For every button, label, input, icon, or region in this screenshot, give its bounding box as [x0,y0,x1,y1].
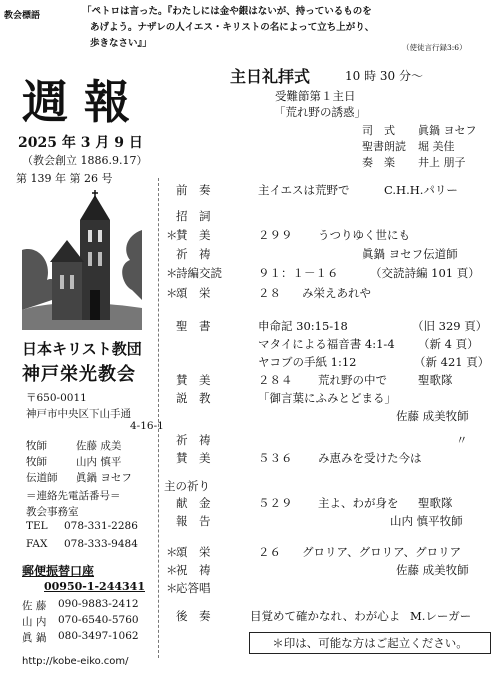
phone-name-1: 佐 藤 [22,600,47,612]
offering-performer: 聖歌隊 [418,496,453,510]
postlude-piece: 目覚めて確かなれ、わが心よ [250,609,401,623]
church-name: 神戸栄光教会 [22,364,136,385]
fax-label: FAX [26,538,48,550]
phone-number-2: 070-6540-5760 [58,614,139,626]
postlude-label: 後 奏 [176,609,211,623]
hymn-1-label: 賛 美 [176,228,211,242]
hymn-2-number: ２８４ [258,373,293,387]
postal-transfer-title: 郵便振替口座 [22,564,95,578]
hymn-2-title: 荒れ野の中で [318,373,387,387]
hymn-2-label: 賛 美 [176,373,211,387]
scripture-page-3: （新 421 頁） [414,355,490,369]
staff-role-1: 司 式 [362,124,395,137]
staff-role-3: 奏 楽 [362,156,395,169]
tel-number: 078-331-2286 [64,520,138,532]
prayer-1-name: 眞鍋 ヨセフ伝道師 [362,247,458,261]
service-title: 主日礼拝式 [230,67,311,86]
standing-note-box [249,632,491,654]
minister-role-1: 牧師 [26,440,47,452]
postlude-composer: M.レーガー [410,609,472,623]
scripture-page-2: （新 4 頁） [418,337,479,351]
standing-note: ＊印は、可能な方はご起立ください。 [272,636,468,650]
call-to-worship-label: 招 詞 [176,209,211,223]
prelude-piece: 主イエスは荒野で [258,183,350,197]
sermon-label: 説 教 [176,391,211,405]
motto-reference: （使徒言行録3:6） [402,43,467,52]
staff-name-1: 眞鍋 ヨセフ [418,124,477,137]
prayer-2-ditto: 〃 [456,433,468,447]
offering-number: ５２９ [258,496,293,510]
liturgical-week: 受難節第１主日 [275,89,356,103]
doxology-1-mark: ＊ [166,286,178,300]
denomination-name: 日本キリスト教団 [22,340,142,358]
psalm-reference: ９１：１－１６ [258,266,339,280]
office-label: 教会事務室 [26,506,79,518]
staff-role-2: 聖書朗読 [362,140,406,153]
doxology-1-number: ２８ [258,286,281,300]
hymn-3-label: 賛 美 [176,451,211,465]
doxology-2-mark: ＊ [166,545,178,559]
prayer-2-label: 祈 祷 [176,433,211,447]
fax-number: 078-333-9484 [64,538,138,550]
contact-heading: ＝連絡先電話番号＝ [26,490,121,502]
hymn-3-title: み恵みを受けた今は [318,451,422,465]
postal-transfer-number: 00950-1-244341 [44,580,145,593]
scripture-page-1: （旧 329 頁） [412,319,488,333]
church-building-illustration [22,190,142,334]
doxology-1-label: 頌 栄 [176,286,211,300]
doxology-1-title: み栄えあれや [302,286,371,300]
staff-name-2: 堀 美佳 [418,140,455,153]
lords-prayer-label: 主の祈り [164,479,210,493]
announcements-label: 報 告 [176,514,211,528]
hymn-2-performer: 聖歌隊 [418,373,453,387]
motto-line-1: 「ペトロは言った。『わたしには金や銀はないが、持っているものを [82,6,372,17]
offering-title: 主よ、わが身を [318,496,399,510]
phone-name-3: 眞 鍋 [22,632,47,644]
phone-number-1: 090-9883-2412 [58,598,139,610]
minister-role-2: 牧師 [26,456,47,468]
hymn-1-number: ２９９ [258,228,293,242]
service-time: 10 時 30 分～ [345,69,423,83]
motto-label: 教会標語 [4,11,41,21]
announcements-name: 山内 慎平牧師 [390,514,463,528]
motto-box [82,4,492,62]
benediction-name: 佐藤 成美牧師 [396,563,469,577]
sermon-title: 「御言葉にふみとどまる」 [258,391,396,405]
minister-name-1: 佐藤 成美 [76,440,122,452]
phone-number-3: 080-3497-1062 [58,630,139,642]
page-title: 週報 [22,75,146,129]
hymn-1-mark: ＊ [166,228,178,242]
response-mark: ＊ [166,581,178,595]
benediction-mark: ＊ [166,563,178,577]
phone-name-2: 山 内 [22,616,47,628]
hymn-1-title: うつりゆく世にも [318,228,410,242]
column-divider [158,178,159,658]
prelude-composer: C.H.H.パリー [384,183,458,197]
issue-number: 第 139 年 第 26 号 [16,172,113,185]
minister-name-2: 山内 慎平 [76,456,122,468]
prelude-label: 前 奏 [176,183,211,197]
founded-date: （教会創立 1886.9.17） [22,154,148,167]
hymn-3-number: ５３６ [258,451,293,465]
doxology-2-number: ２６ [258,545,281,559]
scripture-ref-1: 申命記 30:15-18 [258,319,348,333]
scripture-ref-2: マタイによる福音書 4:1-4 [258,337,395,351]
minister-name-3: 眞鍋 ヨセフ [76,472,132,484]
tel-label: TEL [26,520,48,532]
church-website-link[interactable]: http://kobe-eiko.com/ [22,656,129,667]
bulletin-date: 2025 年 3 月 9 日 [18,135,143,151]
psalm-label: 詩編交読 [176,266,222,280]
doxology-2-title: グロリア、グロリア、グロリア [302,545,462,559]
psalm-page: （交読詩編 101 頁） [370,266,480,280]
response-label: 応答唱 [176,581,211,595]
scripture-label: 聖 書 [176,319,211,333]
doxology-2-label: 頌 栄 [176,545,211,559]
minister-role-3: 伝道師 [26,472,58,484]
motto-line-3: 歩きなさい』」 [90,38,152,49]
psalm-mark: ＊ [166,266,178,280]
postal-code: 〒650-0011 [26,392,87,404]
scripture-ref-3: ヤコブの手紙 1:12 [258,355,357,369]
offering-label: 献 金 [176,496,211,510]
motto-line-2: あげよう。ナザレの人イエス・キリストの名によって立ち上がり、 [90,22,375,33]
address-line-2: 4-16-1 [130,420,164,432]
staff-name-3: 井上 朋子 [418,156,466,169]
sermon-preacher: 佐藤 成美牧師 [396,409,469,423]
address-line-1: 神戸市中央区下山手通 [26,408,131,420]
benediction-label: 祝 祷 [176,563,211,577]
sermon-theme: 「荒れ野の誘惑」 [274,105,366,119]
prayer-1-label: 祈 祷 [176,247,211,261]
